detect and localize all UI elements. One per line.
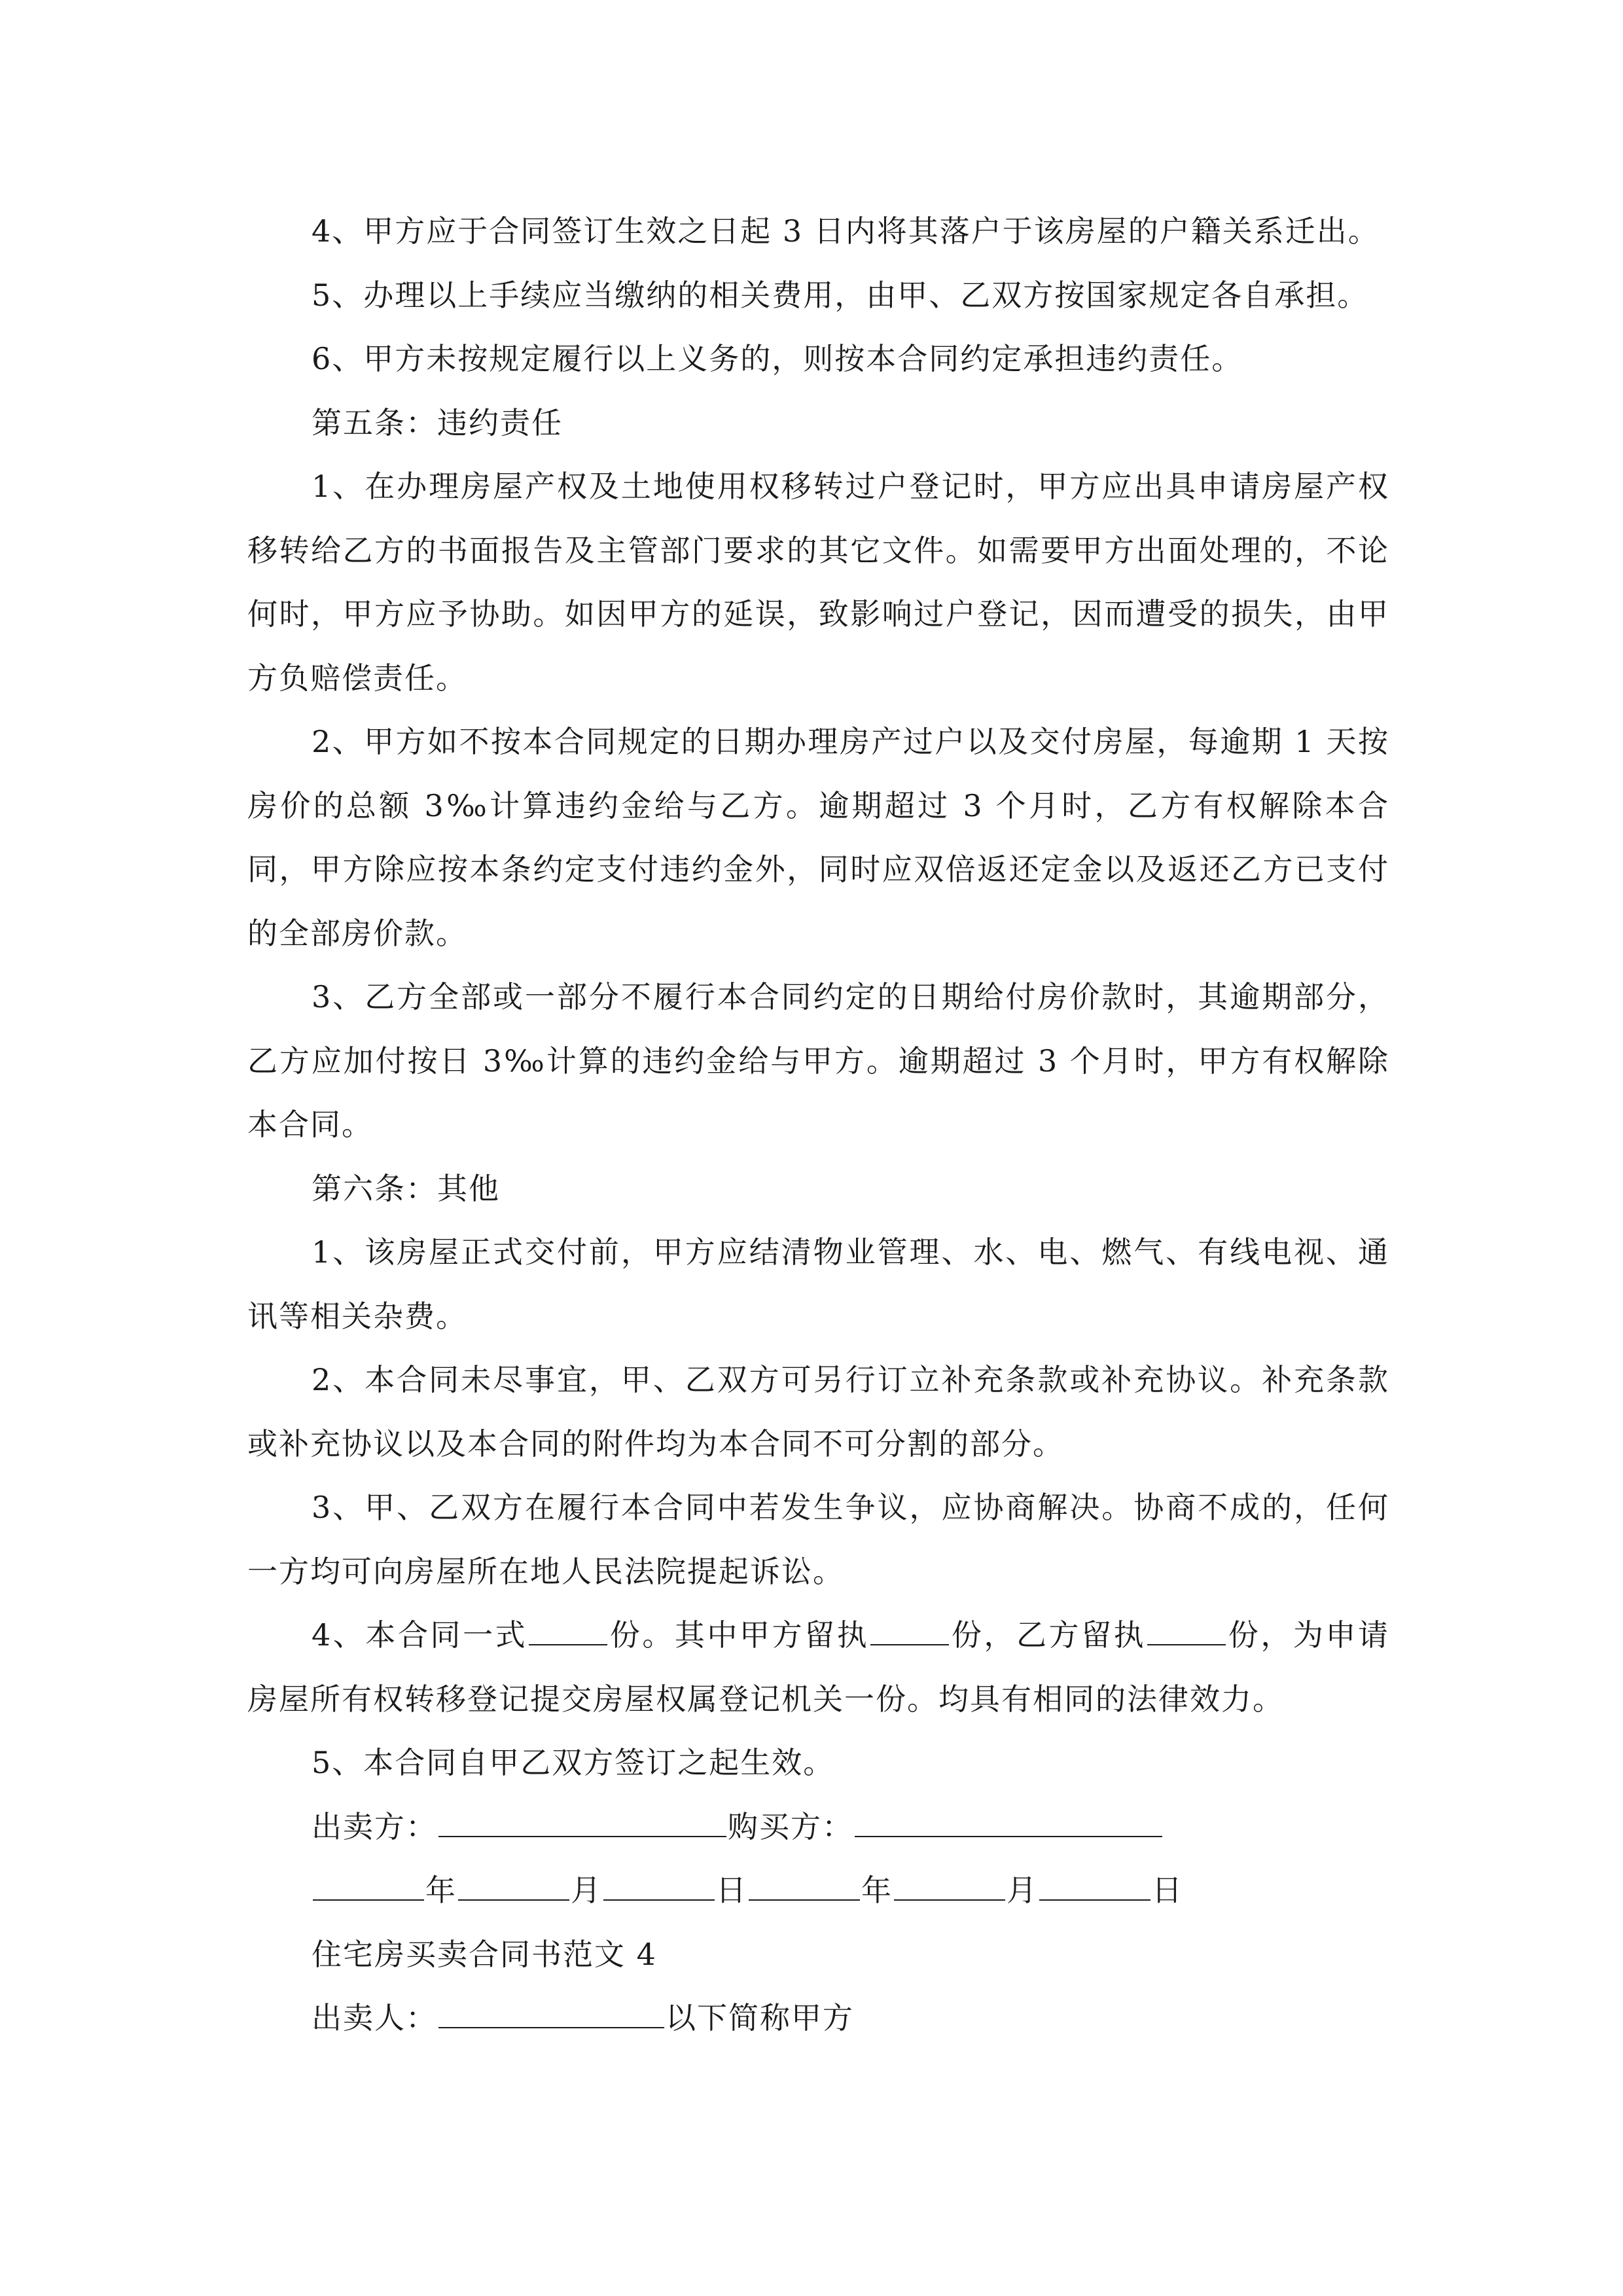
date-line <box>247 1859 1389 1923</box>
seller-month-blank <box>458 1869 569 1901</box>
article-5-item-3-paragraph: 3、乙方全部或一部分不履行本合同约定的日期给付房价款时，其逾期部分，乙方应加付按日 3‰计算的违约金给与甲方。逾期超过 3 个月时，甲方有权解除本合同。 <box>247 979 1389 1142</box>
seller-year-label: 年 <box>425 1873 457 1908</box>
seller-year-blank <box>313 1869 424 1901</box>
seller-alias-text: 以下简称甲方 <box>666 2000 854 2036</box>
party-a-copies-blank <box>870 1614 949 1645</box>
buyer-year-label: 年 <box>861 1873 893 1908</box>
copies-text-3: 份，乙方留执 <box>950 1617 1147 1653</box>
contract-body <box>247 200 1389 2051</box>
signature-line <box>247 1795 1389 1859</box>
article-5-item-1-paragraph: 1、在办理房屋产权及土地使用权移转过户登记时，甲方应出具申请房屋产权移转给乙方的书面报告及主管部门要求的其它文件。如需要甲方出面处理的，不论何时，甲方应予协助。如因甲方的延误，致影响过户登记，因而遭受的损失，由甲方负赔偿责任。 <box>247 469 1389 696</box>
article-6-item-3-paragraph: 3、甲、乙双方在履行本合同中若发生争议，应协商解决。协商不成的，任何一方均可向房屋所在地人民法院提起诉讼。 <box>247 1490 1389 1589</box>
copies-text-4: 份，为申请房屋所有权转移登记提交房屋权属登记机关一份。均具有相同的法律效力。 <box>247 1617 1390 1717</box>
seller-signature-blank <box>438 1806 726 1837</box>
article-5-heading: 第五条：违约责任 <box>312 404 563 440</box>
seller-party-line <box>247 1986 1389 2051</box>
seller-month-label: 月 <box>571 1873 602 1908</box>
seller-day-label: 日 <box>716 1873 747 1908</box>
buyer-month-blank <box>894 1869 1005 1901</box>
clause-4-3-paragraph: 6、甲方未按规定履行以上义务的，则按本合同约定承担违约责任。 <box>312 341 1243 376</box>
article-6-item-2-paragraph: 2、本合同未尽事宜，甲、乙双方可另行订立补充条款或补充协议。补充条款或补充协议以及本合同的附件均为本合同不可分割的部分。 <box>247 1362 1389 1462</box>
article-6-heading: 第六条：其他 <box>312 1170 500 1206</box>
buyer-month-label: 月 <box>1007 1873 1038 1908</box>
party-b-copies-blank <box>1147 1614 1226 1645</box>
buyer-year-blank <box>749 1869 860 1901</box>
clause-4-2-paragraph: 5、办理以上手续应当缴纳的相关费用，由甲、乙双方按国家规定各自承担。 <box>312 277 1369 313</box>
buyer-day-blank <box>1039 1869 1150 1901</box>
seller-person-label: 出卖人： <box>312 2000 437 2036</box>
clause-4-1-paragraph: 4、甲方应于合同签订生效之日起 3 日内将其落户于该房屋的户籍关系迁出。 <box>312 213 1380 249</box>
total-copies-blank <box>529 1614 607 1645</box>
article-6-item-1-paragraph: 1、该房屋正式交付前，甲方应结清物业管理、水、电、燃气、有线电视、通讯等相关杂费。 <box>247 1234 1389 1334</box>
buyer-day-label: 日 <box>1152 1873 1183 1908</box>
seller-day-blank <box>603 1869 715 1901</box>
article-5-item-2-paragraph: 2、甲方如不按本合同规定的日期办理房产过户以及交付房屋，每逾期 1 天按房价的总额 3‰计算违约金给与乙方。逾期超过 3 个月时，乙方有权解除本合同，甲方除应按本条约定支付违约金外，同时应双倍返还定金以及返还乙方已支付的全部房价款。 <box>247 724 1389 951</box>
buyer-signature-blank <box>855 1806 1162 1837</box>
copies-text-2: 份。其中甲方留执 <box>609 1617 870 1653</box>
copies-text-1: 4、本合同一式 <box>312 1617 528 1653</box>
article-6-item-5-paragraph: 5、本合同自甲乙双方签订之起生效。 <box>312 1745 835 1780</box>
buyer-label: 购买方： <box>728 1808 853 1844</box>
next-contract-title: 住宅房买卖合同书范文 4 <box>312 1936 657 1972</box>
article-6-item-4-paragraph <box>247 1604 1389 1731</box>
seller-label: 出卖方： <box>312 1808 437 1844</box>
seller-name-blank <box>438 1997 664 2028</box>
